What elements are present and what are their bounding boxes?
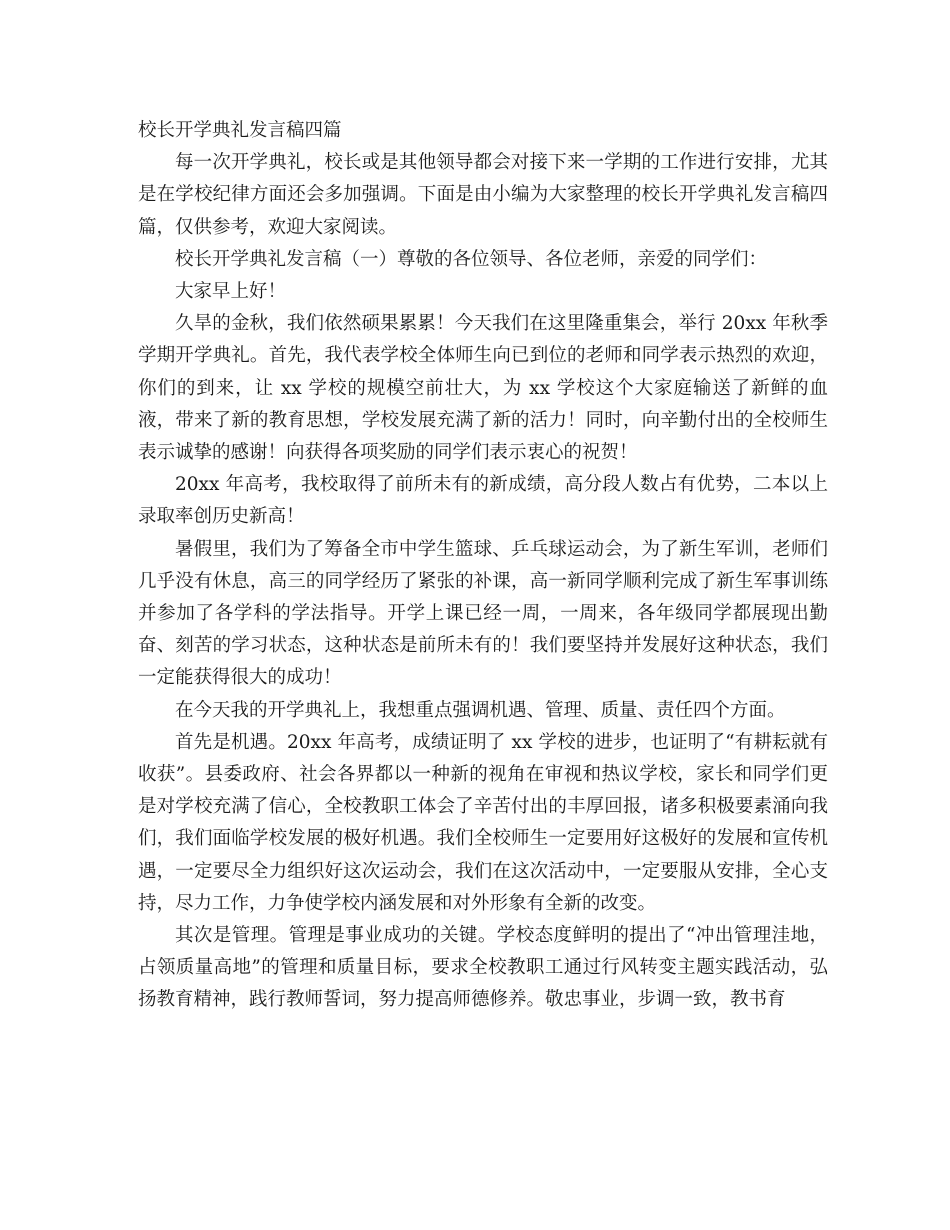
document-title: 校长开学典礼发言稿四篇 [138,120,342,141]
greeting-paragraph: 大家早上好！ [175,281,287,303]
body-paragraph-summer: 暑假里，我们为了筹备全市中学生篮球、乒乓球运动会，为了新生军训，老师们几乎没有休息，高三的同学经历了紧张的补课，高一新同学顺利完成了新生军事训练并参加了各学科的学法指导。开学上课已经一周，一周来，各年级同学都展现出勤奋、刻苦的学习状态，这种状态是前所未有的！我们要坚持并发展好这种状态，我们一定能获得很大的成功！ [138,538,828,689]
body-paragraph-welcome: 久旱的金秋，我们依然硕果累累！今天我们在这里隆重集会，举行 20xx 年秋季学期开学典礼。首先，我代表学校全体师生向已到位的老师和同学表示热烈的欢迎，你们的到来，让 xx 学校的规模空前壮大，为 xx 学校这个大家庭输送了新鲜的血液，带来了新的教育思想，学校发展充满了新的活力！同时，向辛勤付出的全校师生表示诚挚的感谢！向获得各项奖励的同学们表示衷心的祝贺！ [138,313,828,464]
body-paragraph-opportunity: 首先是机遇。20xx 年高考，成绩证明了 xx 学校的进步，也证明了“有耕耘就有收获”。县委政府、社会各界都以一种新的视角在审视和热议学校，家长和同学们更是对学校充满了信心，全校教职工体会了辛苦付出的丰厚回报，诸多积极要素涌向我们，我们面临学校发展的极好机遇。我们全校师生一定要用好这极好的发展和宣传机遇，一定要尽全力组织好这次运动会，我们在这次活动中，一定要服从安排，全心支持，尽力工作，力争使学校内涵发展和对外形象有全新的改变。 [138,731,828,914]
document-body [138,115,828,1017]
body-paragraph-exam-results: 20xx 年高考，我校取得了前所未有的新成绩，高分段人数占有优势，二本以上录取率创历史新高！ [138,474,828,528]
body-paragraph-management: 其次是管理。管理是事业成功的关键。学校态度鲜明的提出了“冲出管理洼地，占领质量高地”的管理和质量目标，要求全校教职工通过行风转变主题实践活动，弘扬教育精神，践行教师誓词，努力提高师德修养。敬忠事业，步调一致，教书育 [138,925,828,1011]
speech-heading-paragraph: 校长开学典礼发言稿（一）尊敬的各位领导、各位老师，亲爱的同学们： [175,248,768,270]
body-paragraph-four-aspects: 在今天我的开学典礼上，我想重点强调机遇、管理、质量、责任四个方面。 [175,699,786,721]
intro-paragraph: 每一次开学典礼，校长或是其他领导都会对接下来一学期的工作进行安排，尤其是在学校纪律方面还会多加强调。下面是由小编为大家整理的校长开学典礼发言稿四篇，仅供参考，欢迎大家阅读。 [138,152,828,238]
